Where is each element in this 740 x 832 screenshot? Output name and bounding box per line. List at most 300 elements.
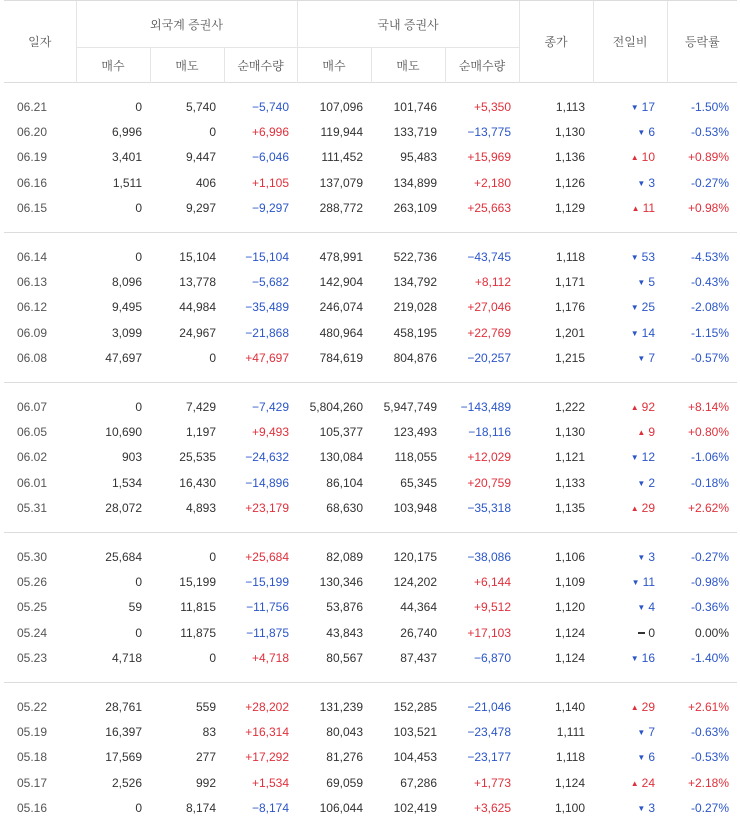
foreign-sell-cell: 11,815 xyxy=(180,600,216,615)
triangle-down-icon: ▼ xyxy=(630,252,639,262)
domestic-sell-cell: 219,028 xyxy=(393,300,437,315)
close-price-cell: 1,215 xyxy=(555,351,586,366)
foreign-sell-cell: 15,199 xyxy=(179,574,216,589)
table-row xyxy=(4,795,737,820)
row-group xyxy=(4,682,737,831)
date-cell: 06.21 xyxy=(17,99,48,114)
change-value: 29 xyxy=(641,501,656,516)
table-row xyxy=(4,445,737,470)
change-cell xyxy=(593,470,667,495)
change-cell xyxy=(593,544,667,569)
foreign-net-header: 순매수량 xyxy=(224,48,297,83)
change-cell xyxy=(593,694,667,719)
close-price-cell: 1,171 xyxy=(555,275,586,290)
foreign-buy-cell: 0 xyxy=(135,399,142,414)
date-cell: 06.02 xyxy=(17,450,48,465)
foreign-sell-header: 매도 xyxy=(150,48,224,83)
change-value: 7 xyxy=(648,351,656,366)
rate-cell: -1.40% xyxy=(691,651,730,666)
foreign-sell-cell: 8,174 xyxy=(185,801,216,816)
domestic-buy-cell: 130,084 xyxy=(319,450,363,465)
triangle-up-icon: ▲ xyxy=(630,702,639,712)
foreign-sell-cell: 25,535 xyxy=(179,450,216,465)
domestic-net-cell: +22,769 xyxy=(467,325,512,340)
domestic-sell-cell: 95,483 xyxy=(400,150,437,165)
foreign-net-cell: −8,174 xyxy=(251,801,289,816)
rate-cell: +0.80% xyxy=(687,424,730,439)
close-price-cell: 1,111 xyxy=(556,724,586,739)
close-price-cell: 1,201 xyxy=(555,325,586,340)
domestic-net-cell: +17,103 xyxy=(467,625,512,640)
domestic-net-cell: −38,086 xyxy=(467,549,512,564)
foreign-buy-cell: 28,761 xyxy=(105,699,142,714)
foreign-sell-cell: 1,197 xyxy=(185,424,216,439)
foreign-net-cell: +28,202 xyxy=(245,699,289,714)
triangle-down-icon: ▼ xyxy=(637,727,646,737)
change-cell xyxy=(593,196,667,221)
rate-cell: -4.53% xyxy=(691,249,730,264)
table-row xyxy=(4,196,737,221)
group-bottom-spacer xyxy=(4,671,737,683)
date-cell: 05.17 xyxy=(17,775,48,790)
date-cell: 06.19 xyxy=(17,150,48,165)
group-top-spacer xyxy=(4,382,737,394)
domestic-net-cell: −143,489 xyxy=(460,399,512,414)
foreign-sell-cell: 13,778 xyxy=(179,275,216,290)
rate-cell: -0.27% xyxy=(691,175,730,190)
group-bottom-spacer xyxy=(4,821,737,832)
change-value: 4 xyxy=(648,600,656,615)
date-cell: 06.08 xyxy=(17,351,48,366)
domestic-buy-cell: 81,276 xyxy=(326,750,363,765)
close-price-cell: 1,130 xyxy=(555,424,586,439)
table-row xyxy=(4,595,737,620)
triangle-down-icon: ▼ xyxy=(637,603,646,613)
close-price-cell: 1,109 xyxy=(555,574,586,589)
foreign-buy-cell: 0 xyxy=(135,201,142,216)
domestic-net-header: 순매수량 xyxy=(445,48,519,83)
foreign-buy-header: 매수 xyxy=(76,48,150,83)
date-cell: 05.26 xyxy=(17,574,48,589)
domestic-net-cell: +27,046 xyxy=(467,300,512,315)
change-cell xyxy=(593,244,667,269)
domestic-net-cell: −43,745 xyxy=(467,249,512,264)
foreign-net-cell: −14,896 xyxy=(245,475,289,490)
flat-dash-icon xyxy=(638,632,645,634)
change-value: 6 xyxy=(648,750,656,765)
col-change-header: 전일비 xyxy=(593,1,667,83)
table-row xyxy=(4,244,737,269)
foreign-sell-cell: 0 xyxy=(209,549,216,564)
domestic-buy-cell: 80,567 xyxy=(326,651,363,666)
domestic-net-cell: +9,512 xyxy=(473,600,512,615)
rate-cell: +2.61% xyxy=(687,699,730,714)
table-row xyxy=(4,745,737,770)
foreign-sell-cell: 559 xyxy=(195,699,216,714)
date-cell: 05.24 xyxy=(17,625,48,640)
foreign-sell-cell: 992 xyxy=(195,775,216,790)
triangle-up-icon: ▲ xyxy=(630,504,639,514)
rate-cell: -2.08% xyxy=(691,300,730,315)
triangle-down-icon: ▼ xyxy=(637,552,646,562)
row-group xyxy=(4,532,737,682)
change-cell xyxy=(593,295,667,320)
foreign-sell-cell: 11,875 xyxy=(180,625,216,640)
domestic-brokers-header: 국내 증권사 xyxy=(297,1,519,48)
change-cell xyxy=(593,745,667,770)
domestic-sell-cell: 5,947,749 xyxy=(383,399,437,414)
change-cell xyxy=(593,445,667,470)
domestic-sell-cell: 118,055 xyxy=(394,450,437,465)
foreign-sell-cell: 15,104 xyxy=(179,249,216,264)
change-cell xyxy=(593,620,667,645)
date-cell: 05.16 xyxy=(17,801,48,816)
change-value: 5 xyxy=(648,275,656,290)
foreign-net-cell: +4,718 xyxy=(251,651,289,666)
date-cell: 06.07 xyxy=(17,399,48,414)
foreign-sell-cell: 16,430 xyxy=(179,475,216,490)
table-row xyxy=(4,495,737,520)
date-cell: 06.20 xyxy=(17,125,48,140)
close-price-cell: 1,118 xyxy=(555,249,586,264)
foreign-net-cell: −24,632 xyxy=(245,450,289,465)
domestic-sell-cell: 152,285 xyxy=(393,699,437,714)
domestic-buy-cell: 142,904 xyxy=(319,275,363,290)
triangle-down-icon: ▼ xyxy=(631,577,640,587)
triangle-down-icon: ▼ xyxy=(630,303,639,313)
change-value: 11 xyxy=(642,201,656,216)
change-value: 11 xyxy=(642,574,656,589)
rate-cell: +0.89% xyxy=(687,150,730,165)
domestic-sell-cell: 124,202 xyxy=(393,574,437,589)
foreign-sell-cell: 277 xyxy=(195,750,216,765)
foreign-net-cell: +1,105 xyxy=(251,175,289,190)
group-top-spacer xyxy=(4,232,737,244)
domestic-net-cell: −23,177 xyxy=(467,750,512,765)
domestic-net-cell: +5,350 xyxy=(473,99,512,114)
domestic-sell-cell: 134,899 xyxy=(393,175,437,190)
foreign-net-cell: −11,875 xyxy=(246,625,289,640)
table-row xyxy=(4,346,737,371)
domestic-net-cell: −13,775 xyxy=(467,125,512,140)
triangle-up-icon: ▲ xyxy=(630,153,639,163)
date-cell: 05.22 xyxy=(17,699,48,714)
triangle-down-icon: ▼ xyxy=(630,328,639,338)
domestic-net-cell: −21,046 xyxy=(467,699,512,714)
foreign-brokers-header: 외국계 증권사 xyxy=(76,1,297,48)
change-cell xyxy=(593,419,667,444)
rate-cell: -1.50% xyxy=(691,99,730,114)
foreign-buy-cell: 8,096 xyxy=(111,275,142,290)
domestic-sell-cell: 458,195 xyxy=(393,325,437,340)
foreign-sell-cell: 24,967 xyxy=(179,325,216,340)
change-value: 2 xyxy=(648,475,656,490)
domestic-buy-cell: 68,630 xyxy=(326,501,363,516)
close-price-cell: 1,136 xyxy=(555,150,586,165)
domestic-buy-cell: 480,964 xyxy=(319,325,363,340)
change-cell xyxy=(593,719,667,744)
broker-trading-table xyxy=(4,0,737,832)
foreign-net-cell: +23,179 xyxy=(245,501,289,516)
rate-cell: -0.36% xyxy=(691,600,730,615)
domestic-sell-cell: 804,876 xyxy=(393,351,437,366)
triangle-up-icon: ▲ xyxy=(630,778,639,788)
close-price-cell: 1,124 xyxy=(555,651,586,666)
triangle-down-icon: ▼ xyxy=(637,478,646,488)
foreign-net-cell: +17,292 xyxy=(245,750,289,765)
table-row xyxy=(4,419,737,444)
change-cell xyxy=(593,394,667,419)
domestic-net-cell: −20,257 xyxy=(467,351,512,366)
domestic-buy-cell: 80,043 xyxy=(326,724,363,739)
table-row xyxy=(4,320,737,345)
close-price-cell: 1,140 xyxy=(555,699,586,714)
foreign-buy-cell: 0 xyxy=(135,249,142,264)
change-cell xyxy=(593,495,667,520)
group-top-spacer xyxy=(4,532,737,544)
domestic-sell-cell: 44,364 xyxy=(400,600,437,615)
table-row xyxy=(4,94,737,119)
col-rate-header: 등락률 xyxy=(667,1,737,83)
domestic-buy-header: 매수 xyxy=(297,48,371,83)
date-cell: 05.25 xyxy=(17,600,48,615)
change-cell xyxy=(593,269,667,294)
foreign-buy-cell: 1,511 xyxy=(112,175,142,190)
table-row xyxy=(4,544,737,569)
change-cell xyxy=(593,320,667,345)
domestic-sell-cell: 123,493 xyxy=(393,424,437,439)
domestic-sell-cell: 101,746 xyxy=(393,99,437,114)
domestic-sell-cell: 120,175 xyxy=(393,549,437,564)
triangle-down-icon: ▼ xyxy=(630,453,639,463)
table-row xyxy=(4,620,737,645)
triangle-up-icon: ▲ xyxy=(637,427,646,437)
domestic-sell-cell: 65,345 xyxy=(400,475,437,490)
triangle-down-icon: ▼ xyxy=(637,753,646,763)
date-cell: 06.01 xyxy=(17,475,48,490)
foreign-buy-cell: 0 xyxy=(135,99,142,114)
row-group xyxy=(4,232,737,382)
domestic-net-cell: +8,112 xyxy=(474,275,512,290)
domestic-buy-cell: 288,772 xyxy=(319,201,363,216)
foreign-buy-cell: 16,397 xyxy=(105,724,142,739)
change-cell xyxy=(593,119,667,144)
foreign-buy-cell: 4,718 xyxy=(111,651,142,666)
domestic-buy-cell: 784,619 xyxy=(319,351,363,366)
foreign-net-cell: +25,684 xyxy=(245,549,289,564)
rate-cell: -0.57% xyxy=(691,351,730,366)
foreign-buy-cell: 0 xyxy=(135,574,142,589)
rate-cell: -0.27% xyxy=(691,549,730,564)
foreign-sell-cell: 5,740 xyxy=(185,99,216,114)
change-value: 0 xyxy=(648,625,656,640)
date-cell: 05.18 xyxy=(17,750,48,765)
domestic-buy-cell: 137,079 xyxy=(319,175,363,190)
change-value: 7 xyxy=(648,724,656,739)
foreign-sell-cell: 0 xyxy=(209,351,216,366)
foreign-buy-cell: 10,690 xyxy=(105,424,142,439)
domestic-sell-cell: 103,948 xyxy=(393,501,437,516)
domestic-net-cell: −23,478 xyxy=(467,724,512,739)
rate-cell: -0.53% xyxy=(691,125,730,140)
domestic-sell-cell: 103,521 xyxy=(393,724,437,739)
triangle-down-icon: ▼ xyxy=(630,654,639,664)
foreign-buy-cell: 1,534 xyxy=(111,475,142,490)
domestic-buy-cell: 106,044 xyxy=(319,801,363,816)
rate-cell: -0.27% xyxy=(691,801,730,816)
domestic-buy-cell: 69,059 xyxy=(326,775,363,790)
domestic-net-cell: −18,116 xyxy=(468,424,512,439)
triangle-down-icon: ▼ xyxy=(637,804,646,814)
domestic-sell-cell: 104,453 xyxy=(393,750,437,765)
domestic-net-cell: −35,318 xyxy=(467,501,512,516)
date-cell: 06.15 xyxy=(17,201,48,216)
foreign-net-cell: −9,297 xyxy=(251,201,289,216)
group-bottom-spacer xyxy=(4,371,737,383)
close-price-cell: 1,130 xyxy=(555,125,586,140)
date-cell: 06.05 xyxy=(17,424,48,439)
foreign-net-cell: −7,429 xyxy=(251,399,289,414)
domestic-buy-cell: 107,096 xyxy=(319,99,363,114)
rate-cell: -0.43% xyxy=(691,275,730,290)
change-value: 12 xyxy=(641,450,656,465)
table-header xyxy=(4,1,737,83)
domestic-sell-cell: 67,286 xyxy=(400,775,437,790)
close-price-cell: 1,129 xyxy=(555,201,586,216)
close-price-cell: 1,121 xyxy=(555,450,586,465)
change-cell xyxy=(593,94,667,119)
close-price-cell: 1,124 xyxy=(555,775,586,790)
domestic-net-cell: +1,773 xyxy=(473,775,512,790)
rate-cell: -0.53% xyxy=(691,750,730,765)
domestic-buy-cell: 43,843 xyxy=(326,625,363,640)
foreign-net-cell: −6,046 xyxy=(251,150,289,165)
close-price-cell: 1,100 xyxy=(555,801,586,816)
table-row xyxy=(4,119,737,144)
domestic-sell-cell: 102,419 xyxy=(393,801,437,816)
domestic-sell-cell: 133,719 xyxy=(393,125,437,140)
date-cell: 06.12 xyxy=(17,300,48,315)
foreign-buy-cell: 903 xyxy=(121,450,142,465)
foreign-buy-cell: 2,526 xyxy=(111,775,142,790)
change-value: 10 xyxy=(641,150,656,165)
rate-cell: +8.14% xyxy=(687,399,730,414)
domestic-sell-cell: 134,792 xyxy=(393,275,437,290)
domestic-buy-cell: 82,089 xyxy=(326,549,363,564)
rate-cell: -1.06% xyxy=(691,450,730,465)
foreign-buy-cell: 3,099 xyxy=(111,325,142,340)
change-cell xyxy=(593,170,667,195)
domestic-sell-cell: 263,109 xyxy=(393,201,437,216)
domestic-buy-cell: 86,104 xyxy=(326,475,363,490)
change-value: 25 xyxy=(641,300,656,315)
triangle-up-icon: ▲ xyxy=(631,204,640,214)
date-cell: 05.30 xyxy=(17,549,48,564)
table-row xyxy=(4,269,737,294)
domestic-buy-cell: 119,944 xyxy=(320,125,363,140)
domestic-buy-cell: 5,804,260 xyxy=(309,399,363,414)
foreign-net-cell: +9,493 xyxy=(251,424,289,439)
triangle-down-icon: ▼ xyxy=(637,178,646,188)
triangle-down-icon: ▼ xyxy=(630,102,639,112)
triangle-up-icon: ▲ xyxy=(630,402,639,412)
row-group xyxy=(4,83,737,233)
close-price-cell: 1,135 xyxy=(555,501,586,516)
foreign-sell-cell: 4,893 xyxy=(185,501,216,516)
domestic-net-cell: +20,759 xyxy=(467,475,512,490)
change-value: 24 xyxy=(641,775,656,790)
rate-cell: 0.00% xyxy=(695,625,730,640)
close-price-cell: 1,124 xyxy=(555,625,586,640)
foreign-buy-cell: 3,401 xyxy=(111,150,142,165)
date-cell: 05.19 xyxy=(17,724,48,739)
domestic-buy-cell: 130,346 xyxy=(319,574,363,589)
table-row xyxy=(4,394,737,419)
close-price-cell: 1,222 xyxy=(555,399,586,414)
foreign-sell-cell: 0 xyxy=(209,651,216,666)
foreign-net-cell: −5,682 xyxy=(251,275,289,290)
domestic-net-cell: +3,625 xyxy=(473,801,512,816)
foreign-buy-cell: 0 xyxy=(135,625,142,640)
close-price-cell: 1,126 xyxy=(555,175,586,190)
domestic-sell-cell: 522,736 xyxy=(393,249,437,264)
change-value: 3 xyxy=(648,549,656,564)
group-bottom-spacer xyxy=(4,221,737,233)
domestic-net-cell: +2,180 xyxy=(473,175,512,190)
foreign-sell-cell: 44,984 xyxy=(179,300,216,315)
rate-cell: -0.98% xyxy=(691,574,730,589)
change-cell xyxy=(593,346,667,371)
domestic-sell-cell: 26,740 xyxy=(400,625,437,640)
change-value: 14 xyxy=(641,325,656,340)
rate-cell: -0.63% xyxy=(691,724,730,739)
domestic-net-cell: −6,870 xyxy=(473,651,512,666)
rate-cell: -0.18% xyxy=(691,475,730,490)
date-cell: 05.23 xyxy=(17,651,48,666)
triangle-down-icon: ▼ xyxy=(637,354,646,364)
table-row xyxy=(4,295,737,320)
foreign-buy-cell: 9,495 xyxy=(111,300,142,315)
change-cell xyxy=(593,569,667,594)
rate-cell: +2.62% xyxy=(687,501,730,516)
table-row xyxy=(4,645,737,670)
foreign-net-cell: −15,104 xyxy=(245,249,289,264)
foreign-sell-cell: 83 xyxy=(202,724,216,739)
col-date-header: 일자 xyxy=(4,1,76,83)
foreign-net-cell: −15,199 xyxy=(245,574,289,589)
col-close-header: 종가 xyxy=(519,1,593,83)
group-bottom-spacer xyxy=(4,521,737,533)
row-group xyxy=(4,382,737,532)
foreign-buy-cell: 6,996 xyxy=(111,125,142,140)
change-value: 16 xyxy=(641,651,656,666)
foreign-buy-cell: 17,569 xyxy=(105,750,142,765)
group-top-spacer xyxy=(4,83,737,95)
foreign-net-cell: +6,996 xyxy=(251,125,289,140)
domestic-sell-cell: 87,437 xyxy=(400,651,437,666)
domestic-net-cell: +12,029 xyxy=(467,450,512,465)
table-row xyxy=(4,170,737,195)
close-price-cell: 1,176 xyxy=(555,300,586,315)
close-price-cell: 1,106 xyxy=(555,549,586,564)
domestic-buy-cell: 131,239 xyxy=(319,699,363,714)
date-cell: 06.13 xyxy=(17,275,48,290)
close-price-cell: 1,120 xyxy=(555,600,586,615)
rate-cell: +0.98% xyxy=(687,201,730,216)
change-cell xyxy=(593,595,667,620)
change-cell xyxy=(593,770,667,795)
date-cell: 06.16 xyxy=(17,175,48,190)
